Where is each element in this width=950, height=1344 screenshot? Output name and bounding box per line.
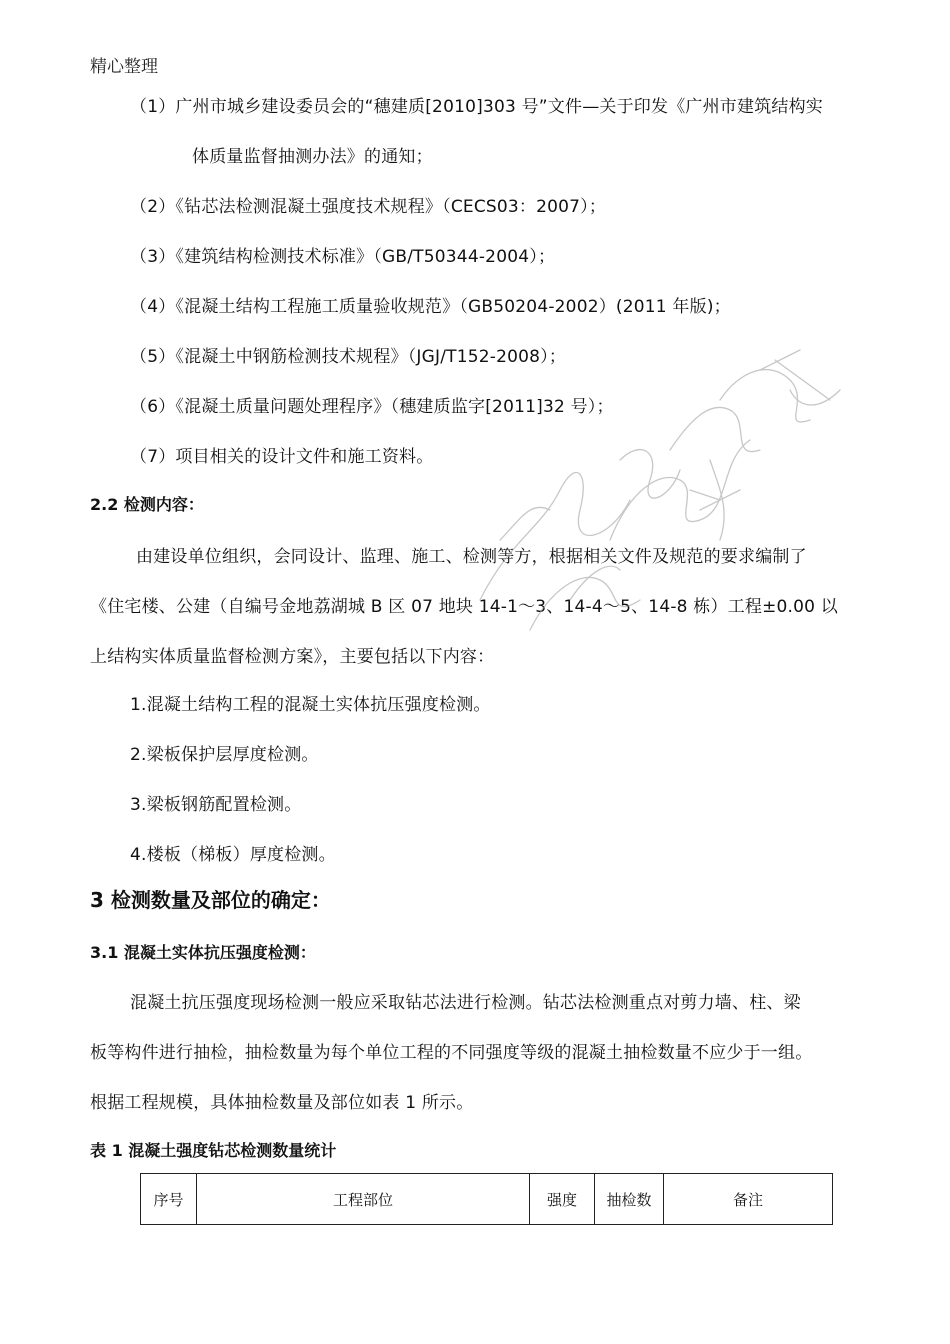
header-cell-location: 工程部位 — [197, 1174, 530, 1225]
table-1 — [140, 1173, 833, 1225]
table-1-caption: 表 1 混凝土强度钻芯检测数量统计 — [90, 1141, 337, 1160]
content-item-1: 1.混凝土结构工程的混凝土实体抗压强度检测。 — [130, 695, 491, 715]
content-item-3: 3.梁板钢筋配置检测。 — [130, 795, 302, 815]
header-cell-remarks: 备注 — [664, 1174, 833, 1225]
reference-7: （7）项目相关的设计文件和施工资料。 — [130, 447, 434, 467]
section-2-2-para-line-2: 《住宅楼、公建（自编号金地荔湖城 B 区 07 地块 14-1～3、14-4～5、14-8 栋）工程±0.00 以 — [90, 597, 838, 617]
section-2-2-para-line-3: 上结构实体质量监督检测方案》，主要包括以下内容： — [90, 647, 495, 667]
page-header: 精心整理 — [90, 57, 158, 77]
section-2-2-heading: 2.2 检测内容： — [90, 495, 204, 514]
section-3-1-para-line-1: 混凝土抗压强度现场检测一般应采取钻芯法进行检测。钻芯法检测重点对剪力墙、柱、梁 — [130, 993, 801, 1013]
section-3-1-para-line-2: 板等构件进行抽检，抽检数量为每个单位工程的不同强度等级的混凝土抽检数量不应少于一组。 — [90, 1043, 813, 1063]
section-3-1-heading: 3.1 混凝土实体抗压强度检测： — [90, 943, 316, 962]
reference-6: （6）《混凝土质量问题处理程序》（穗建质监字[2011]32 号）； — [130, 397, 614, 417]
reference-4: （4）《混凝土结构工程施工质量验收规范》（GB50204-2002）(2011 年版)； — [130, 297, 731, 317]
header-cell-strength: 强度 — [530, 1174, 595, 1225]
content-item-4: 4.楼板（梯板）厚度检测。 — [130, 845, 336, 865]
content-item-2: 2.梁板保护层厚度检测。 — [130, 745, 319, 765]
reference-1-line-2: 体质量监督抽测办法》的通知； — [192, 147, 433, 167]
reference-2: （2）《钻芯法检测混凝土强度技术规程》（CECS03：2007）； — [130, 197, 607, 217]
table-header-row — [141, 1174, 833, 1225]
section-3-1-para-line-3: 根据工程规模，具体抽检数量及部位如表 1 所示。 — [90, 1093, 474, 1113]
header-cell-sample-count: 抽检数 — [595, 1174, 664, 1225]
reference-5: （5）《混凝土中钢筋检测技术规程》（JGJ/T152-2008）； — [130, 347, 567, 367]
header-cell-no: 序号 — [141, 1174, 197, 1225]
section-3-heading: 3 检测数量及部位的确定： — [90, 888, 331, 912]
reference-1-line-1: （1）广州市城乡建设委员会的“穗建质[2010]303 号”文件—关于印发《广州市建筑结构实 — [130, 97, 824, 117]
reference-3: （3）《建筑结构检测技术标准》（GB/T50344-2004）； — [130, 247, 556, 267]
section-2-2-para-line-1: 由建设单位组织，会同设计、监理、施工、检测等方，根据相关文件及规范的要求编制了 — [136, 547, 807, 567]
